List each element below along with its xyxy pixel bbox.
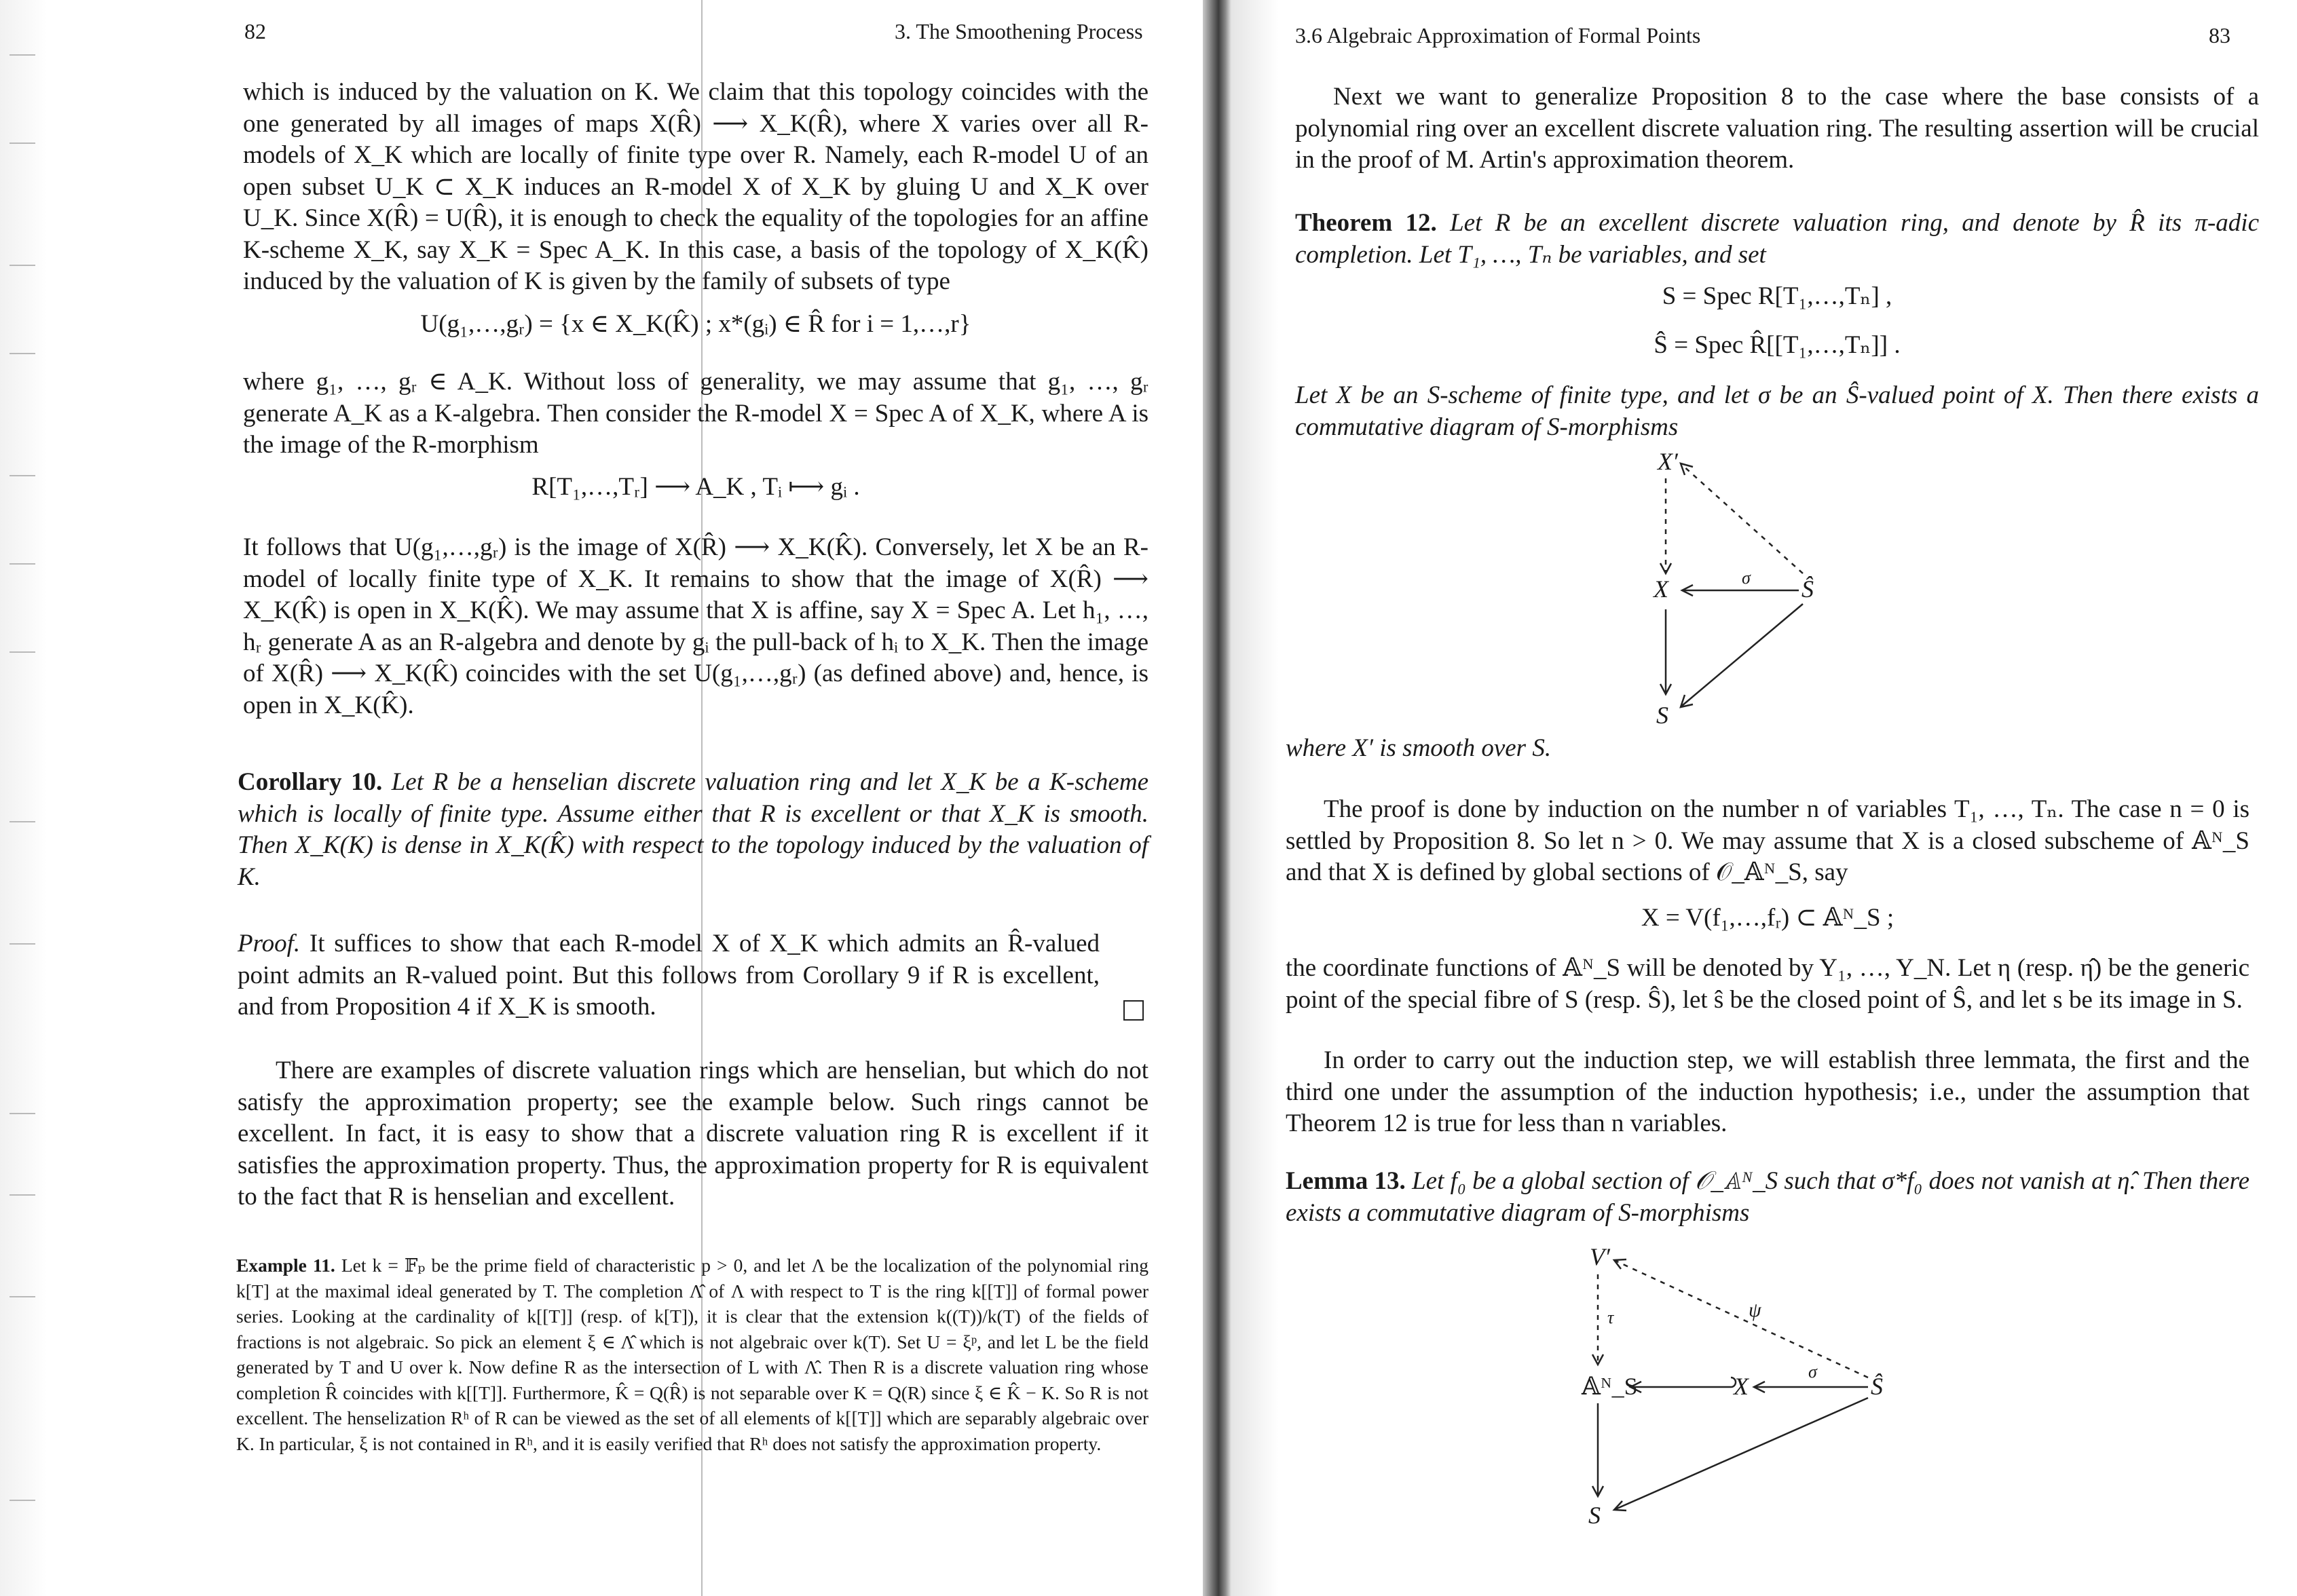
proof-block (238, 928, 1100, 1023)
proof-label: Proof. (238, 930, 301, 957)
page-edge (0, 0, 48, 1596)
equation-s-hat: Ŝ = Spec R̂[[T₁,…,Tₙ]] . (1654, 331, 1901, 359)
example-label: Example 11. (236, 1255, 335, 1276)
lemma-13 (1286, 1166, 2249, 1229)
page-number-right: 83 (2209, 23, 2230, 48)
paragraph-coordinates: the coordinate functions of 𝔸ᴺ_S will be denoted by Y₁, …, Y_N. Let η (resp. η̂) be the generic point of the special fibre of S (resp. Ŝ), let ŝ be the closed point of Ŝ, and let s be its image in S. (1286, 954, 2249, 1014)
diagram1-dashed-diagonal-arrow (1682, 465, 1803, 573)
equation-s: S = Spec R[T₁,…,Tₙ] , (1662, 282, 1892, 310)
paragraph-induction: In order to carry out the induction step, we will establish three lemmata, the first and the third one under the assumption of the induction hypothesis; i.e., under the assumption that Theorem 12 is true for less than n variables. (1286, 1046, 2249, 1137)
paragraph-proof: The proof is done by induction on the number n of variables T₁, …, Tₙ. The case n = 0 is settled by Proposition 8. So let n > 0. We may assume that X is a closed subscheme of 𝔸ᴺ_S and that X is defined by global sections of 𝒪_𝔸ᴺ_S, say (1286, 795, 2249, 886)
running-head: 3. The Smoothening Process (895, 19, 1143, 43)
diagram2-right: Ŝ (1871, 1373, 1883, 1400)
diagram2-top: V′ (1590, 1243, 1610, 1270)
theorem-text-1: Let R be an excellent discrete valuation ring, and denote by R̂ its π-adic completion. Let T₁, …, Tₙ be variables, and set (1295, 209, 2259, 269)
diagram1-right: Ŝ (1801, 575, 1814, 603)
equation-x: X = V(f₁,…,fᵣ) ⊂ 𝔸ᴺ_S ; (1641, 904, 1894, 932)
diagram1-bottom: S (1656, 702, 1668, 729)
theorem-label: Theorem 12. (1295, 209, 1437, 237)
paragraph-intro: Next we want to generalize Proposition 8 to the case where the base consists of a polynomial ring over an excellent discrete valuation ring. The resulting assertion will be crucial in the proof of M. Artin's approximation theorem. (1295, 83, 2259, 174)
diagram2-dashed-diagonal-arrow (1616, 1261, 1868, 1378)
page-number: 82 (244, 19, 266, 43)
lemma-text: Let f₀ be a global section of 𝒪_𝔸ᴺ_S such that σ*f₀ does not vanish at η̂. Then there exists a commutative diagram of S-morphisms (1286, 1167, 2249, 1227)
equation-r-morphism: R[T₁,…,Tᵣ] ⟶ A_K , Tᵢ ⟼ gᵢ . (531, 473, 860, 501)
book-spine (1203, 0, 1231, 1596)
diagram-lemma-13 (1581, 1243, 1883, 1529)
diagram1-sigma: σ (1742, 568, 1751, 588)
proof-text: It suffices to show that each R-model X of X_K which admits an R̂-valued point admits an R-valued point. But this follows from Corollary 9 if R is excellent, and from Proposition 4 if X_K is smooth. (238, 930, 1100, 1021)
lemma-label: Lemma 13. (1286, 1167, 1406, 1195)
diagram1-arrowhead-down (1660, 563, 1671, 573)
paragraph-examples: There are examples of discrete valuation rings which are henselian, but which do not satisfy the approximation property; see the example below. Such rings cannot be excellent. In fact, it is easy to show that a discrete valuation ring R is excellent if it satisfies the approximation property. Thus, the approximation property for R is equivalent to the fact that R is henselian and excellent. (238, 1057, 1148, 1211)
paragraph-image: It follows that U(g₁,…,gᵣ) is the image of X(R̂) ⟶ X_K(K̂). Conversely, let X be an R-model of locally finite type of X_K. It remains to show that the image of X(R̂) ⟶ X_K(K̂) is open in X_K(K̂). We may assume that X is affine, say X = Spec A. Let h₁, …, hᵣ generate A as an R-algebra and denote by gᵢ the pull-back of hᵢ to X_K. Then the image of X(R̂) ⟶ X_K(K̂) coincides with the set U(g₁,…,gᵣ) (as defined above) and, hence, is open in X_K(K̂). (243, 533, 1148, 719)
theorem-text-2: Let X be an S-scheme of finite type, and let σ be an Ŝ-valued point of X. Then there exists a commutative diagram of S-morphisms (1295, 381, 2259, 441)
diagram2-middle: X (1734, 1373, 1749, 1400)
diagram2-tau: τ (1607, 1308, 1614, 1327)
diagram2-affine-space: 𝔸ᴺ_S (1582, 1373, 1638, 1400)
diagram2-bottom: S (1588, 1502, 1601, 1529)
running-head-right: 3.6 Algebraic Approximation of Formal Points (1295, 23, 1701, 48)
corollary-10 (238, 767, 1148, 893)
right-page (1231, 0, 2297, 1596)
qed-square-icon (1123, 1000, 1144, 1021)
diagram2-sigma: σ (1808, 1362, 1817, 1382)
where-smooth-text: where X′ is smooth over S. (1286, 734, 1552, 762)
diagram1-left: X (1654, 575, 1668, 603)
paragraph-topology: which is induced by the valuation on K. We claim that this topology coincides with the one generated by all images of maps X(R̂) ⟶ X_K(R̂), where X varies over all R-models of X_K which are locally of finite type over R. Namely, each R-model U of an open subset U_K ⊂ X_K induces an R-model X of X_K by gluing U and X_K over U_K. Since X(R̂) = U(R̂), it is enough to check the equality of the topologies for an affine K-scheme X_K, say X_K = Spec A_K. In this case, a basis of the topology of X_K(K̂) induced by the valuation of K is given by the family of subsets of type (243, 78, 1148, 295)
corollary-text: Let R be a henselian discrete valuation ring and let X_K be a K-scheme which is locally of finite type. Assume either that R is excellent or that X_K is smooth. Then X_K(K) is dense in X_K(K̂) with respect to the topology induced by the valuation of K. (238, 768, 1148, 891)
diagram1-lower-diagonal-arrow (1682, 604, 1803, 706)
example-11 (236, 1253, 1148, 1456)
diagram2-psi: ψ (1749, 1299, 1761, 1321)
equation-u-g: U(g₁,…,gᵣ) = {x ∈ X_K(K̂) ; x*(gᵢ) ∈ R̂ for i = 1,…,r} (420, 310, 971, 338)
corollary-label: Corollary 10. (238, 768, 383, 796)
example-text: Let k = 𝔽ₚ be the prime field of characteristic p > 0, and let Λ be the localization of the polynomial ring k[T] at the maximal ideal generated by T. The completion Λ̂ of Λ with respect to T is the ring k[[T]] of formal power series. Looking at the cardinality of k[[T]] (resp. of k[T]), it is clear that the extension k((T))/k(T) of the fields of fractions is not algebraic. So pick an element ξ ∈ Λ̂ which is not algebraic over k(T). Set U = ξᵖ, and let L be the field generated by T and U over k. Now define R as the intersection of L with Λ̂. Then R is a discrete valuation ring whose completion R̂ coincides with k[[T]]. Furthermore, K̂ = Q(R̂) is not separable over K = Q(R) since ξ ∈ K̂ − K. So R is not excellent. The henselization Rʰ of R can be viewed as the set of all elements of k[[T]] which are separably algebraic over K. In particular, ξ is not contained in Rʰ, and it is easily verified that Rʰ does not satisfy the approximation property. (236, 1255, 1148, 1454)
diagram-theorem-12 (1652, 448, 1814, 729)
diagram2-lower-diagonal-arrow (1616, 1398, 1868, 1509)
diagram1-top: X′ (1658, 448, 1678, 475)
paragraph-generators: where g₁, …, gᵣ ∈ A_K. Without loss of generality, we may assume that g₁, …, gᵣ generate A_K as a K-algebra. Then consider the R-model X = Spec A of X_K, where A is the image of the R-morphism (243, 368, 1148, 459)
